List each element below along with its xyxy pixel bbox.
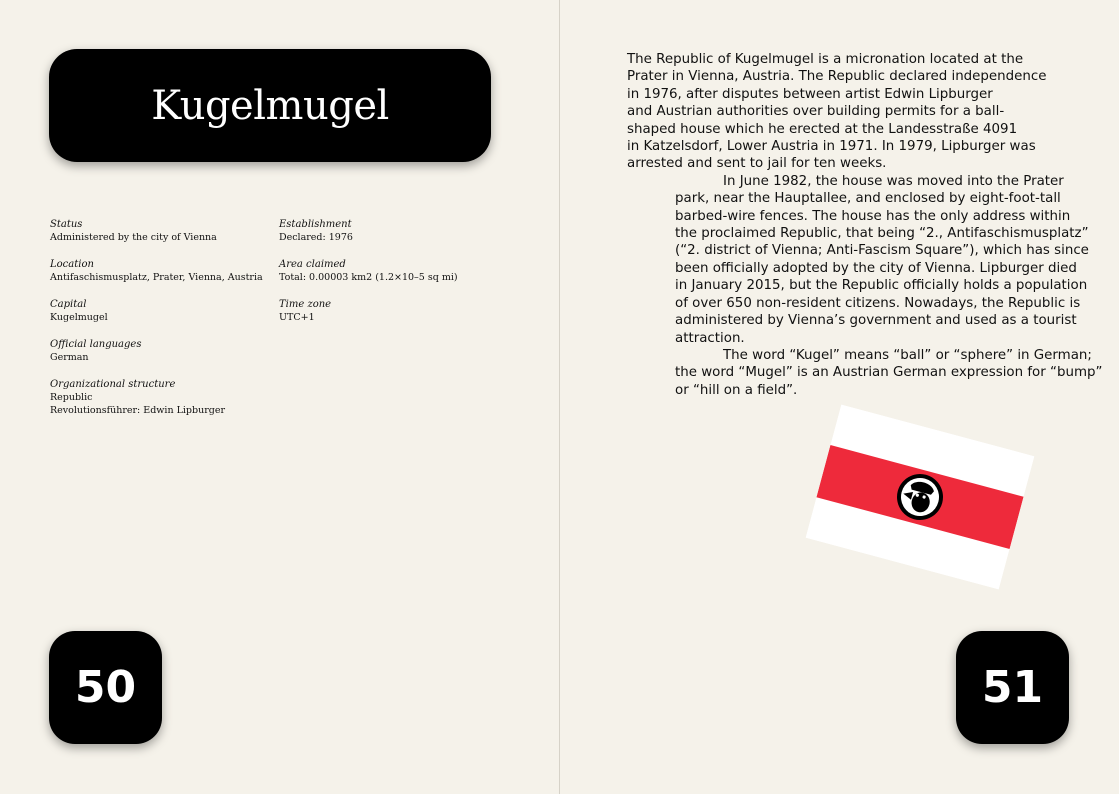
info-column-1 [50,218,275,418]
kugelmugel-flag [806,404,1035,589]
field-label: Organizational structure [50,379,176,390]
field-label: Location [50,259,94,270]
body-text [627,51,1103,399]
field-label: Time zone [279,299,332,310]
field-label: Area claimed [279,259,346,270]
field-value: German [50,352,89,363]
text-line: or “hill on a field”. [675,382,798,398]
field-official-languages [50,338,275,378]
paragraph [627,173,1089,347]
text-line: In June 1982, the house was moved into the Prater [723,173,1064,189]
text-line: Prater in Vienna, Austria. The Republic declared independence [627,69,1047,85]
field-value: Revolutionsführer: Edwin Lipburger [50,405,226,416]
text-line: barbed-wire fences. The house has the only address within [675,208,1071,224]
text-line: (“2. district of Vienna; Anti-Fascism Square”), which has since [675,243,1089,259]
field-label: Official languages [50,339,142,350]
field-value: Antifaschismusplatz, Prater, Vienna, Austria [50,272,263,283]
page-number: 50 [74,662,137,713]
text-line: The Republic of Kugelmugel is a micronation located at the [627,52,1024,67]
text-line: administered by Vienna’s government and used as a tourist [675,313,1077,329]
text-line: the word “Mugel” is an Austrian German expression for “bump” [675,365,1103,381]
field-label: Establishment [279,219,352,230]
field-value: UTC+1 [279,312,315,323]
text-line: the proclaimed Republic, that being “2., Antifaschismusplatz” [675,226,1089,242]
paragraph [627,51,1067,173]
field-label: Capital [50,299,87,310]
title-box [49,49,491,162]
field-capital [50,298,275,338]
text-line: park, near the Hauptallee, and enclosed by eight-foot-tall [675,191,1061,207]
text-line: The word “Kugel” means “ball” or “sphere” in German; [723,347,1092,363]
field-value: Declared: 1976 [279,232,353,243]
right-page [560,0,1119,794]
text-line: and Austrian authorities over building permits for a ball- [627,104,1005,120]
text-line: in Katzelsdorf, Lower Austria in 1971. In 1979, Lipburger was [627,139,1036,155]
text-line: in January 2015, but the Republic officially holds a population [675,278,1088,294]
page-number: 51 [981,662,1044,713]
text-line: in 1976, after disputes between artist Edwin Lipburger [627,86,993,102]
page-number-box [49,631,162,744]
field-status [50,218,275,258]
flag-graphic [806,404,1035,589]
field-value: Total: 0.00003 km2 (1.2×10–5 sq mi) [279,272,458,283]
field-establishment [279,218,539,258]
text-line: been officially adopted by the city of Vienna. Lipburger died [675,260,1077,276]
field-label: Status [50,219,83,230]
text-line: arrested and sent to jail for ten weeks. [627,156,887,172]
field-location [50,258,275,298]
page-number-box [956,631,1069,744]
field-value: Administered by the city of Vienna [50,232,217,243]
field-area-claimed [279,258,539,298]
page-title: Kugelmugel [151,82,389,129]
field-value: Republic [50,392,93,403]
field-time-zone [279,298,539,338]
field-value: Kugelmugel [50,312,108,323]
text-line: shaped house which he erected at the Landesstraße 4091 [627,121,1018,137]
paragraph [627,347,1103,399]
left-page [0,0,559,794]
field-organizational-structure [50,378,275,418]
text-line: of over 650 non-resident citizens. Nowadays, the Republic is [675,295,1081,311]
text-line: attraction. [675,330,745,346]
info-column-2 [279,218,539,338]
